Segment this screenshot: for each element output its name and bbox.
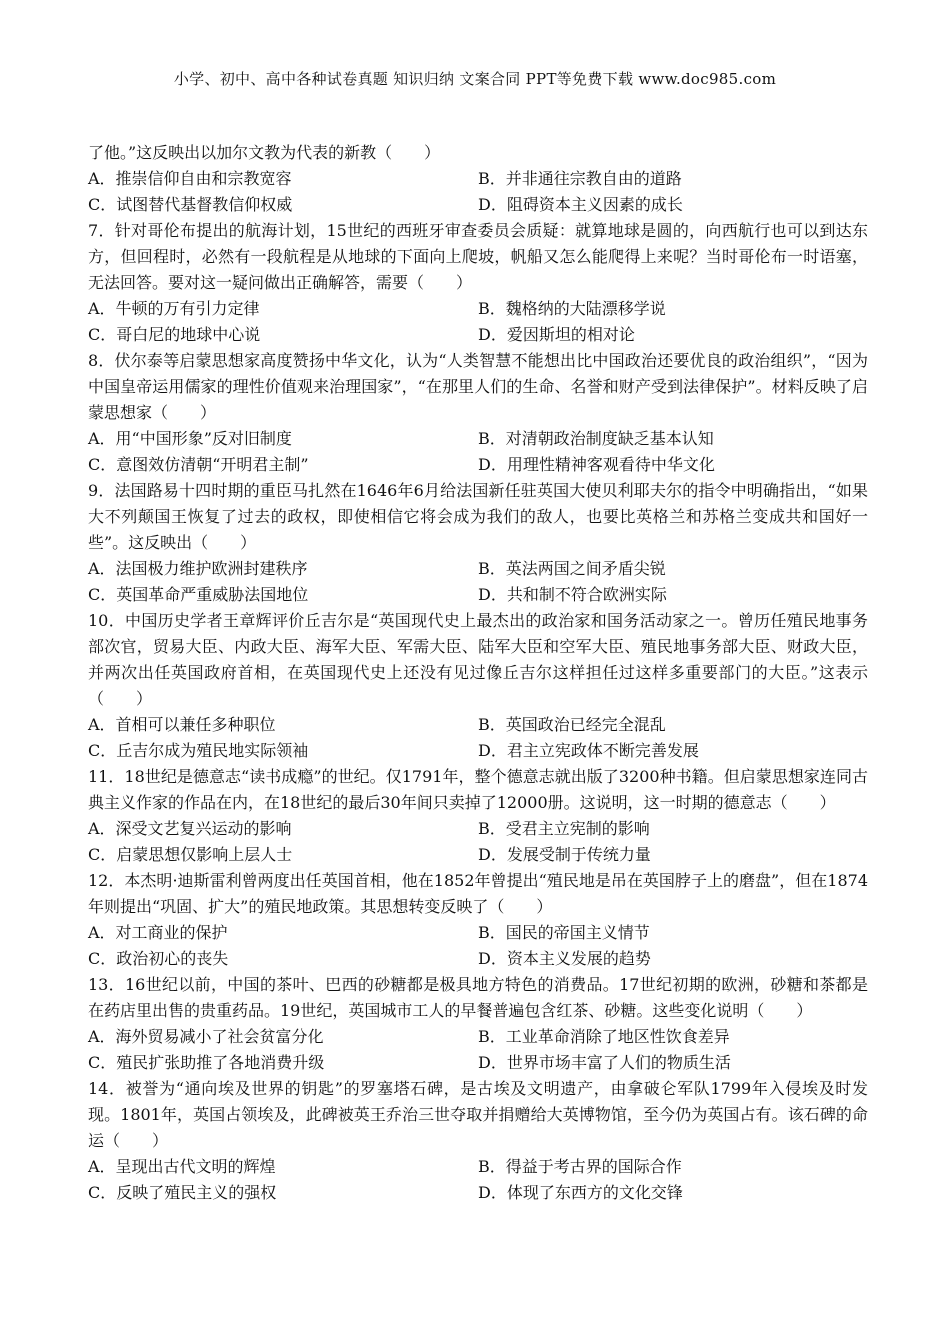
option-d: D．世界市场丰富了人们的物质生活 (478, 1053, 731, 1072)
option-d: D．爱因斯坦的相对论 (478, 325, 635, 344)
option-list (88, 166, 868, 218)
option-list (88, 426, 868, 478)
option-c: C．英国革命严重威胁法国地位 (88, 585, 309, 604)
question-stem: 12．本杰明·迪斯雷利曾两度出任英国首相，他在1852年曾提出“殖民地是吊在英国脖子上的磨盘”，但在1874年则提出“巩固、扩大”的殖民地政策。其思想转变反映了（ ） (88, 871, 868, 916)
option-d: D．发展受制于传统力量 (478, 845, 651, 864)
question-7 (88, 218, 868, 348)
question-6-continued (88, 140, 868, 218)
option-c: C．启蒙思想仅影响上层人士 (88, 845, 293, 864)
question-stem: 11．18世纪是德意志“读书成瘾”的世纪。仅1791年，整个德意志就出版了3200种书籍。但启蒙思想家连同古典主义作家的作品在内，在18世纪的最后30年间只卖掉了12000册。这说明，这一时期的德意志（ ） (88, 767, 868, 812)
question-stem: 10．中国历史学者王章辉评价丘吉尔是“英国现代史上最杰出的政治家和国务活动家之一。曾历任殖民地事务部次官，贸易大臣、内政大臣、海军大臣、军需大臣、陆军大臣和空军大臣、殖民地事务部大臣、财政大臣，并两次出任英国政府首相，在英国现代史上还没有见过像丘吉尔这样担任过这样多重要部门的大臣。”这表示（ ） (88, 611, 868, 708)
question-stem: 13．16世纪以前，中国的茶叶、巴西的砂糖都是极具地方特色的消费品。17世纪初期的欧洲，砂糖和茶都是在药店里出售的贵重药品。19世纪，英国城市工人的早餐普遍包含红茶、砂糖。这些变化说明（ ） (88, 975, 868, 1020)
option-b: B．魏格纳的大陆漂移学说 (478, 299, 666, 318)
question-stem: 9．法国路易十四时期的重臣马扎然在1646年6月给法国新任驻英国大使贝利耶夫尔的指令中明确指出，“如果大不列颠国王恢复了过去的政权，即使相信它将会成为我们的敌人，也要比英格兰和苏格兰变成共和国好一些”。这反映出（ ） (88, 481, 868, 552)
option-list (88, 1154, 868, 1206)
question-14 (88, 1076, 868, 1206)
option-b: B．工业革命消除了地区性饮食差异 (478, 1027, 730, 1046)
option-a: A．用“中国形象”反对旧制度 (88, 429, 292, 448)
option-c: C．哥白尼的地球中心说 (88, 325, 261, 344)
question-11 (88, 764, 868, 868)
option-b: B．并非通往宗教自由的道路 (478, 169, 682, 188)
option-a: A．首相可以兼任多种职位 (88, 715, 276, 734)
page-header: 小学、初中、高中各种试卷真题 知识归纳 文案合同 PPT等免费下载 www.doc985.com (173, 70, 777, 88)
option-b: B．英法两国之间矛盾尖锐 (478, 559, 666, 578)
question-stem: 8．伏尔泰等启蒙思想家高度赞扬中华文化，认为“人类智慧不能想出比中国政治还要优良的政治组织”，“因为中国皇帝运用儒家的理性价值观来治理国家”，“在那里人们的生命、名誉和财产受到法律保护”。材料反映了启蒙思想家（ ） (88, 351, 868, 422)
option-list (88, 556, 868, 608)
question-12 (88, 868, 868, 972)
option-d: D．阻碍资本主义因素的成长 (478, 195, 683, 214)
question-list (88, 140, 868, 1206)
option-c: C．丘吉尔成为殖民地实际领袖 (88, 741, 309, 760)
option-d: D．资本主义发展的趋势 (478, 949, 651, 968)
option-b: B．得益于考古界的国际合作 (478, 1157, 682, 1176)
question-stem: 了他。”这反映出以加尔文教为代表的新教（ ） (88, 143, 441, 162)
question-stem: 14．被誉为“通向埃及世界的钥匙”的罗塞塔石碑，是古埃及文明遗产，由拿破仑军队1799年入侵埃及时发现。1801年，英国占领埃及，此碑被英王乔治三世夺取并捐赠给大英博物馆，至今仍为英国占有。该石碑的命运（ ） (88, 1079, 868, 1150)
option-a: A．深受文艺复兴运动的影响 (88, 819, 292, 838)
question-9 (88, 478, 868, 608)
option-d: D．君主立宪政体不断完善发展 (478, 741, 699, 760)
question-8 (88, 348, 868, 478)
option-a: A．推崇信仰自由和宗教宽容 (88, 169, 292, 188)
option-b: B．受君主立宪制的影响 (478, 819, 650, 838)
option-c: C．反映了殖民主义的强权 (88, 1183, 277, 1202)
option-list (88, 920, 868, 972)
option-b: B．英国政治已经完全混乱 (478, 715, 666, 734)
question-stem: 7．针对哥伦布提出的航海计划，15世纪的西班牙审查委员会质疑：就算地球是圆的，向西航行也可以到达东方，但回程时，必然有一段航程是从地球的下面向上爬坡，帆船又怎么能爬得上来呢？当时哥伦布一时语塞，无法回答。要对这一疑问做出正确解答，需要（ ） (88, 221, 868, 292)
option-c: C．政治初心的丧失 (88, 949, 229, 968)
option-a: A．对工商业的保护 (88, 923, 228, 942)
option-a: A．牛顿的万有引力定律 (88, 299, 260, 318)
option-list (88, 816, 868, 868)
option-c: C．意图效仿清朝“开明君主制” (88, 455, 309, 474)
option-a: A．呈现出古代文明的辉煌 (88, 1157, 276, 1176)
option-d: D．用理性精神客观看待中华文化 (478, 455, 715, 474)
option-list (88, 296, 868, 348)
option-list (88, 712, 868, 764)
option-c: C．殖民扩张助推了各地消费升级 (88, 1053, 325, 1072)
option-b: B．对清朝政治制度缺乏基本认知 (478, 429, 714, 448)
option-d: D．共和制不符合欧洲实际 (478, 585, 667, 604)
option-d: D．体现了东西方的文化交锋 (478, 1183, 683, 1202)
option-b: B．国民的帝国主义情节 (478, 923, 650, 942)
question-10 (88, 608, 868, 764)
option-a: A．法国极力维护欧洲封建秩序 (88, 559, 308, 578)
option-c: C．试图替代基督教信仰权威 (88, 195, 293, 214)
option-list (88, 1024, 868, 1076)
option-a: A．海外贸易减小了社会贫富分化 (88, 1027, 324, 1046)
question-13 (88, 972, 868, 1076)
